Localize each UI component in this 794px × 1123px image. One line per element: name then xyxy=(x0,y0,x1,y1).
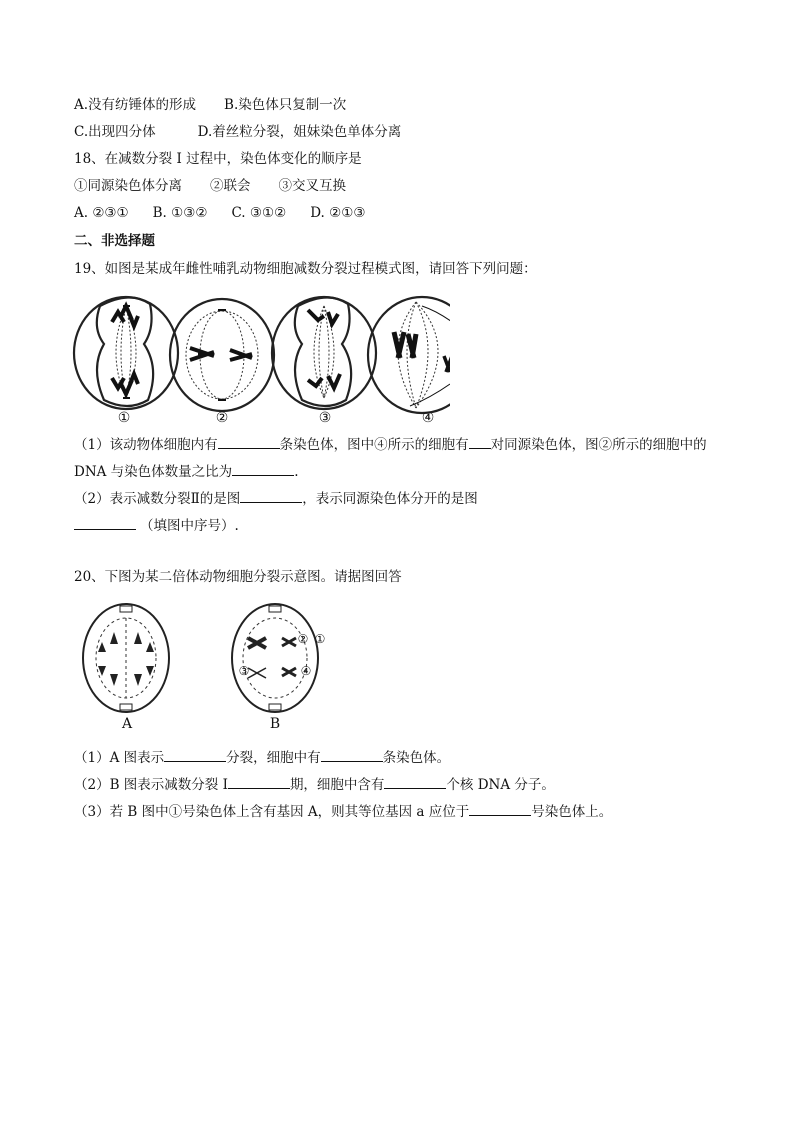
q20-stem: 20、下图为某二倍体动物细胞分裂示意图。请据图回答 xyxy=(74,569,402,585)
q19-stem: 19、如图是某成年雌性哺乳动物细胞减数分裂过程模式图，请回答下列问题： xyxy=(74,261,537,277)
q18-items xyxy=(74,177,346,195)
q20-p2-text-c: 个核 DNA 分子。 xyxy=(446,777,555,793)
q20-part3 xyxy=(74,802,612,821)
q19-blank-homolog-separation[interactable] xyxy=(74,516,136,530)
q19-fig-label-1: ① xyxy=(117,410,131,426)
q19-p1-text-b: 条染色体，图中④所示的细胞有 xyxy=(279,437,469,453)
q20-cell-b xyxy=(232,604,318,712)
q18-item-1: ①同源染色体分离 xyxy=(74,178,182,194)
q20-cell-figure xyxy=(80,600,340,720)
q19-p1-text-c: 对同源染色体，图②所示的细胞中的 xyxy=(490,437,707,453)
q19-p2-text-b: ，表示同源染色体分开的是图 xyxy=(302,491,478,507)
q18-options xyxy=(74,204,365,222)
q17-option-b: B.染色体只复制一次 xyxy=(224,97,347,113)
q20-p2-text-b: 期，细胞中含有 xyxy=(289,777,385,793)
q20-p3-text-a: （3）若 B 图中①号染色体上含有基因 A，则其等位基因 a 应位于 xyxy=(74,804,470,820)
q20-blank-dna-count[interactable] xyxy=(384,775,446,789)
section-title: 二、非选择题 xyxy=(74,233,155,249)
q20-blank-phase[interactable] xyxy=(228,775,290,789)
q17-options-row1 xyxy=(74,96,346,114)
q18-option-a: A. ②③① xyxy=(74,205,129,221)
q19-fig-label-2: ② xyxy=(215,410,229,426)
q20-part2 xyxy=(74,775,555,794)
q19-p1-text-d: DNA 与染色体数量之比为 xyxy=(74,464,233,480)
q19-cell-figure xyxy=(70,288,450,428)
q19-part1-line2 xyxy=(74,462,298,481)
q20-chrom-label-3: ③ xyxy=(238,664,250,678)
q20-blank-division-type[interactable] xyxy=(164,748,226,762)
q19-fig-label-4: ④ xyxy=(421,410,435,426)
q17-option-d: D.着丝粒分裂，姐妹染色单体分离 xyxy=(197,124,402,140)
q20-p1-text-a: （1）A 图表示 xyxy=(74,750,165,766)
q20-blank-allele-chromosome[interactable] xyxy=(469,802,531,816)
q20-chrom-label-2: ② xyxy=(297,632,309,646)
q19-blank-dna-ratio[interactable] xyxy=(232,462,294,476)
q18-option-d: D. ②①③ xyxy=(310,205,366,221)
q19-fig-label-3: ③ xyxy=(318,410,332,426)
q19-blank-chromosomes[interactable] xyxy=(218,435,280,449)
q18-item-2: ②联会 xyxy=(210,178,251,194)
q20-blank-chromosome-count[interactable] xyxy=(321,748,383,762)
q19-p2-text-c: （填图中序号）. xyxy=(140,518,239,534)
q17-options-row2 xyxy=(74,123,401,141)
q19-cell-1 xyxy=(74,297,178,409)
q19-p1-text-e: . xyxy=(294,464,299,480)
q20-fig-label-a: A xyxy=(121,716,133,732)
q19-cell-4 xyxy=(368,297,450,413)
q20-cell-a xyxy=(83,604,169,712)
q18-option-c: C. ③①② xyxy=(231,205,287,221)
q19-part2-line2 xyxy=(74,516,239,535)
q20-p2-text-a: （2）B 图表示减数分裂 I xyxy=(74,777,228,793)
q20-chrom-label-4: ④ xyxy=(300,664,312,678)
q20-p1-text-b: 分裂，细胞中有 xyxy=(226,750,321,766)
q19-blank-homologous-pairs[interactable] xyxy=(469,435,491,449)
q18-item-3: ③交叉互换 xyxy=(278,178,346,194)
q17-option-c: C.出现四分体 xyxy=(74,124,156,140)
q19-p1-text-a: （1）该动物体细胞内有 xyxy=(74,437,218,453)
q20-p1-text-c: 条染色体。 xyxy=(382,750,451,766)
q18-stem: 18、在减数分裂 I 过程中，染色体变化的顺序是 xyxy=(74,151,362,167)
q19-part1-line1 xyxy=(74,435,707,454)
q17-option-a: A.没有纺锤体的形成 xyxy=(74,97,197,113)
q20-part1 xyxy=(74,748,450,767)
q20-fig-label-b: B xyxy=(269,716,281,732)
q20-chrom-label-1: ① xyxy=(314,632,326,646)
q19-cell-2 xyxy=(170,299,274,411)
q18-option-b: B. ①③② xyxy=(152,205,208,221)
q19-cell-3 xyxy=(272,297,376,409)
q19-p2-text-a: （2）表示减数分裂Ⅱ的是图 xyxy=(74,491,241,507)
q19-part2-line1 xyxy=(74,489,478,508)
q20-p3-text-b: 号染色体上。 xyxy=(531,804,613,820)
q19-blank-meiosis2[interactable] xyxy=(240,489,302,503)
